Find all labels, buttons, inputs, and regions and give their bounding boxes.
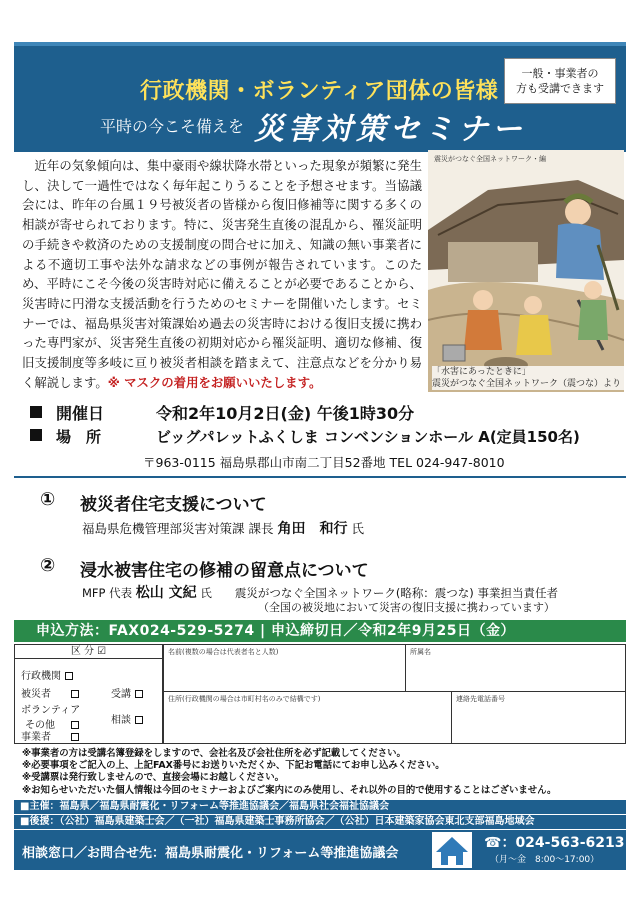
audience-note-line2: 方も受講できます <box>516 82 604 95</box>
checkbox[interactable] <box>71 690 79 698</box>
illustration-caption-line2: 震災がつなぐ全国ネットワーク（震つな）より <box>432 379 622 389</box>
bullet-square <box>30 406 42 418</box>
event-date-label: 開催日 <box>56 404 105 423</box>
checkbox[interactable] <box>135 716 143 724</box>
event-date-row <box>30 401 414 424</box>
application-form <box>14 644 626 744</box>
event-place-row <box>30 426 580 447</box>
category-victim[interactable] <box>21 685 79 700</box>
divider <box>14 476 626 478</box>
checkbox[interactable] <box>65 672 73 680</box>
disaster-cleanup-illustration <box>428 150 624 392</box>
topic-1-title: 被災者住宅支援について <box>80 495 267 515</box>
title-line-2-prefix: 平時の今こそ備えを <box>100 117 245 136</box>
topic-2-title: 浸水被害住宅の修補の留意点について <box>80 561 369 581</box>
venue-address: 〒963-0115 福島県郡山市南二丁目52番地 TEL 024-947-8010 <box>143 455 505 470</box>
event-place-value: ビッグパレットふくしま コンベンションホール A(定員150名) <box>156 428 580 446</box>
header-stripe <box>14 42 626 46</box>
seminar-title: 災害対策セミナー <box>254 112 526 147</box>
audience-note <box>504 58 616 104</box>
topic-1-speaker-role: 福島県危機管理部災害対策課 課長 <box>82 521 274 536</box>
category-government-label: 行政機関 <box>21 671 61 682</box>
checkbox[interactable] <box>71 733 79 741</box>
category-column <box>15 645 163 743</box>
note-item: ※受講票は発行致しませんので、直接会場にお越しください。 <box>22 772 285 784</box>
category-government[interactable] <box>21 667 73 682</box>
category-header: 区 分 ☑ <box>15 645 162 659</box>
title-line-1: 行政機関・ボランティア団体の皆様 <box>140 79 499 104</box>
note-item: ※事業者の方は受講名簿登録をしますので、会社名及び会社住所を必ず記載してください。 <box>22 748 406 759</box>
event-date-value: 令和2年10月2日(金) 午後1時30分 <box>156 404 415 423</box>
bullet-square <box>30 429 42 441</box>
event-place-label: 場 所 <box>56 428 102 446</box>
category-victim-label: 被災者 <box>21 689 51 700</box>
category-business[interactable] <box>21 728 79 743</box>
topic-1-number: ① <box>40 489 56 510</box>
audience-note-line1: 一般・事業者の <box>521 67 599 80</box>
topic-2-speaker-name: 松山 文紀 <box>135 585 197 601</box>
topic-1-speaker-name: 角田 和行 <box>277 521 348 537</box>
topic-2-speaker-role: MFP 代表 <box>82 586 133 600</box>
contact-label: 相談窓口／お問合せ先：福島県耐震化・リフォーム等推進協議会 <box>22 846 399 861</box>
affiliation-field[interactable]: 所属名 <box>410 648 431 656</box>
illustration-caption <box>432 366 624 390</box>
notes-list <box>22 748 622 797</box>
category-other-label: その他 <box>25 720 55 731</box>
category-consult-label: 相談 <box>111 715 131 726</box>
category-attend[interactable] <box>111 685 143 700</box>
category-business-label: 事業者 <box>21 732 51 743</box>
phone-field[interactable]: 連絡先電話番号 <box>456 695 505 703</box>
supporters-bar: ■後援：（公社）福島県建築士会／（一社）福島県建築士事務所協会／（公社）日本建築家協会東北支部福島地域会 <box>14 815 626 829</box>
topic-1-speaker <box>82 518 364 538</box>
category-attend-label: 受講 <box>111 689 131 700</box>
divider <box>163 645 164 743</box>
name-field[interactable]: 名前(複数の場合は代表者名と人数) <box>168 648 279 656</box>
organizers-bar: ■主催：福島県／福島県耐震化・リフォーム等推進協議会／福島県社会福祉協議会 <box>14 800 626 814</box>
category-volunteer-label: ボランティア <box>21 705 81 716</box>
divider <box>451 691 452 743</box>
application-bar: 申込方法：FAX024-529-5274 | 申込締切日／令和2年9月25日（金） <box>14 620 626 642</box>
category-volunteer <box>21 705 80 716</box>
topic-2-speaker-suffix: 氏 震災がつなぐ全国ネットワーク(略称：震つな) 事業担当責任者 <box>200 586 558 600</box>
illustration-credit: 震災がつなぐ全国ネットワーク・編 <box>434 155 546 163</box>
address-field[interactable]: 住所(行政機関の場合は市町村名のみで結構です) <box>168 695 321 703</box>
checkbox[interactable] <box>135 690 143 698</box>
topic-1-speaker-suffix: 氏 <box>351 521 364 536</box>
association-logo <box>432 832 472 868</box>
note-item: ※必要事項をご記入の上、上記FAX番号にお送りいただくか、下記お電話にてお申し込みください。 <box>22 760 445 772</box>
topic-2-speaker-note: （全国の被災地において災害の復旧支援に携わっています） <box>258 601 555 614</box>
mask-note: ※ マスクの着用をお願いいたします。 <box>107 374 322 390</box>
topic-2-number: ② <box>40 555 56 576</box>
illustration-caption-line1: 「水害にあったときに」 <box>432 367 531 377</box>
divider <box>405 645 406 691</box>
contact-hours: （月～金 8:00～17:00） <box>490 855 600 865</box>
note-item: ※お知らせいただいた個人情報は今回のセミナーおよびご案内にのみ使用し、それ以外の目的で使用することはございません。 <box>22 784 557 796</box>
category-consult[interactable] <box>111 711 143 726</box>
intro-paragraph <box>22 156 422 392</box>
intro-body: 近年の気象傾向は、集中豪雨や線状降水帯といった現象が頻繁に発生し、決して一過性ではなく毎年起こりうることを予想させます。当協議会には、昨年の台風１９号被災者の皆様から復旧修補等に関する多くの相談が寄せられております。特に、災害発生直後の混乱から、罹災証明の手続きや救済のための支援制度の問合せに加え、知識の無い事業者による不適切工事や法外な請求などの事例が報告されています。このため、平時にこそ今後の災害時対応に備えることが必要であることから、災害時に円滑な支援活動を行うためのセミナーを開催いたします。セミナーでは、福島県災害対策課始め過去の災害時における復旧支援に携わった専門家が、災害発生直後の初期対応から罹災証明、適切な修補、復旧支援制度等多岐に亘り被災者相談を踏まえて、注意点などを分かり易く解説します。 <box>22 158 422 390</box>
contact-phone[interactable]: ☎：024-563-6213 <box>484 835 625 851</box>
